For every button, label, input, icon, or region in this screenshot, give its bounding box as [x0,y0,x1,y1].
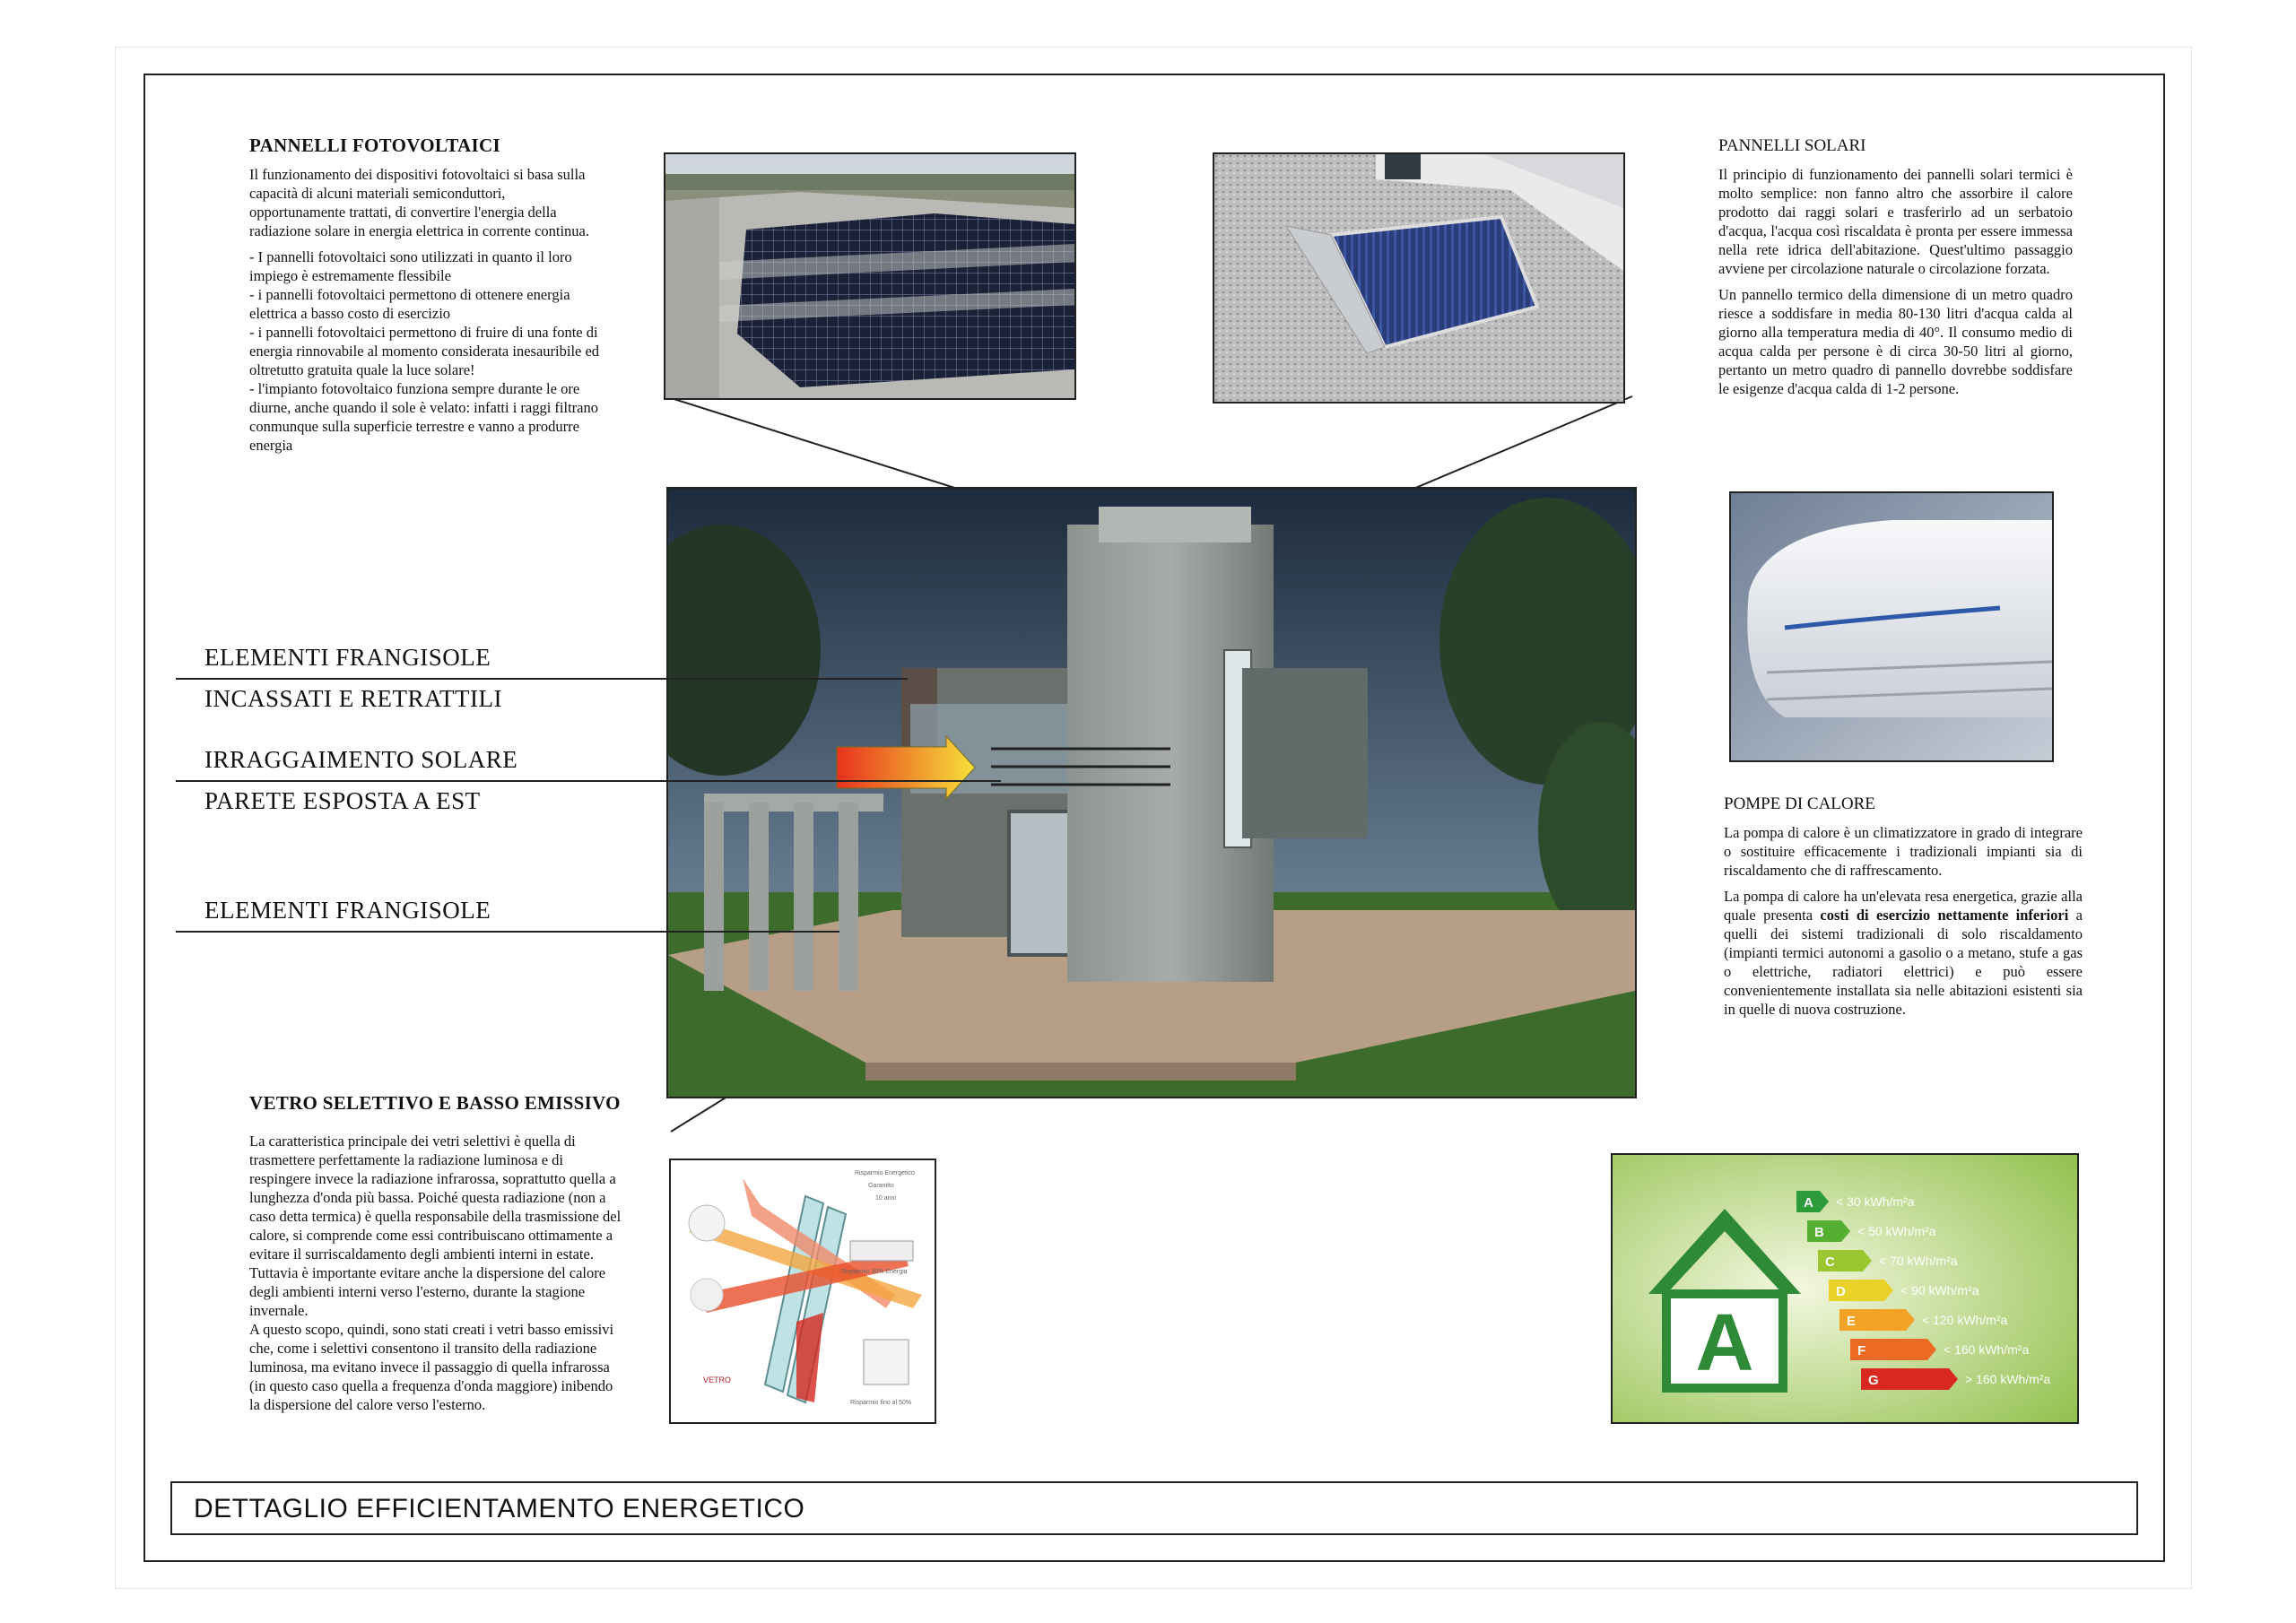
solar-para-2: Un pannello termico della dimensione di un metro quadro riesce a soddisfare in media 80-130 litri d'acqua calda al giorno alla temperatura media di 40°. Il consumo medio di acqua calda per persone è di circa 30-50 litri al giorno, pertanto un metro quadro di pannello dovrebbe soddisfare le esigenze d'acqua calda di 1-2 persone. [1718,286,2073,397]
photovoltaic-panels-photo [664,152,1076,400]
energy-class-letter: G [1868,1373,1879,1388]
energy-class-letter: A [1804,1195,1813,1211]
frangisole-leader [176,678,908,680]
glass-para-1: La caratteristica principale dei vetri selettivi è quella di trasmettere perfettamente la radiazione luminosa e di respingere invece la radiazione infrarossa, soprattutto quella a lunghezza d'onda più bassa. Poiché questa radiazione (non a caso detta termica) è quella responsabile della trasmissione del calore, si comprende come essi contribuiscano ottimamente a evitare il surriscaldamento degli ambienti interni in estate. Tuttavia è importante evitare anche la dispersione del calore degli ambienti interni verso l'esterno, durante la stagione invernale. [249,1133,622,1319]
energy-class-threshold: > 160 kWh/m²a [1965,1372,2051,1386]
house-render [666,487,1637,1098]
energy-class-letter: D [1836,1284,1846,1299]
diagram-caption-top-3: 10 anni [875,1195,896,1202]
energy-class-threshold: < 70 kWh/m²a [1879,1254,1958,1268]
pv-para-1: Il funzionamento dei dispositivi fotovoltaici si basa sulla capacità di alcuni materiali semiconduttori, opportunamente trattati, di convertire l'energia della radiazione solare in energia elettrica in corrente continua. [249,166,590,239]
label-frangisole-2: INCASSATI E RETRATTILI [204,685,502,712]
pv-para-2: - I pannelli fotovoltaici sono utilizzati in quanto il loro impiego è estremamente flessibile [249,248,572,284]
label-frangisole-3: ELEMENTI FRANGISOLE [204,897,491,924]
energy-big-letter: A [1695,1298,1754,1388]
pv-para-5: - l'impianto fotovoltaico funziona sempre durante le ore diurne, anche quando il sole è velato: infatti i raggi filtrano conmunque sulla superficie terrestre e vanno a produrre energia [249,380,598,454]
frangisole-3-leader [176,931,839,933]
energy-class-threshold: < 50 kWh/m²a [1857,1224,1936,1238]
heatpump-para-2: La pompa di calore ha un'elevata resa energetica, grazie alla quale presenta costi di esercizio nettamente inferiori a quelli dei sistemi tradizionali di solo riscaldamento (impianti termici autonomi a gasolio o a metano, stufe a gas o elettriche, radiatori elettrici) e può essere convenientemente installata sia nelle abitazioni esistenti sia in quelle di nuova costruzione. [1724,888,2083,1018]
solar-title: PANNELLI SOLARI [1718,136,1866,155]
pv-para-3: - i pannelli fotovoltaici permettono di ottenere energia elettrica a basso costo di esercizio [249,286,570,322]
low-e-glass-diagram [669,1159,936,1424]
energy-class-threshold: < 120 kWh/m²a [1922,1313,2008,1327]
energy-class-threshold: < 30 kWh/m²a [1836,1194,1915,1209]
drawing-title: DETTAGLIO EFFICIENTAMENTO ENERGETICO [194,1494,805,1523]
heatpump-title: POMPE DI CALORE [1724,794,1875,813]
diagram-logo: VETRO [703,1376,732,1384]
pv-title: PANNELLI FOTOVOLTAICI [249,135,500,156]
label-irraggiamento-1: IRRAGGAIMENTO SOLARE [204,746,518,773]
solar-para-1: Il principio di funzionamento dei pannelli solari termici è molto semplice: non fanno altro che assorbire il calore prodotto dai raggi solari e trasferirlo ad un serbatoio d'acqua, l'acqua così riscaldata è pronta per essere immessa nella rete idrica dell'abitazione. Quest'ultimo passaggio avviene per circolazione naturale o circolazione forzata. [1718,166,2073,277]
heatpump-para-1: La pompa di calore è un climatizzatore in grado di integrare o sostituire efficacemente i tradizionali impianti sia di riscaldamento che di raffrescamento. [1724,824,2083,879]
diagram-caption-top-1: Risparmio Energetico [855,1170,915,1176]
energy-class-letter: B [1814,1225,1824,1240]
pv-para-4: - i pannelli fotovoltaici permettono di fruire di una fonte di energia rinnovabile al momento considerata inesauribile ed oltretutto gratuita quale la luce solare! [249,324,600,378]
irraggiamento-leader [176,780,1001,782]
pv-text [249,165,604,455]
heatpump-highlight: costi di esercizio nettamente inferiori [1820,907,2069,924]
glass-para-2: A questo scopo, quindi, sono stati creati i vetri basso emissivi che, come i selettivi consentono il transito della radiazione luminosa, ma evitano invece il passaggio di quella infrarossa (in questo caso quella a frequenza d'onda maggiore) inibendo la dispersione del calore verso l'esterno. [249,1321,614,1413]
title-block [170,1481,2138,1535]
glass-title: VETRO SELETTIVO E BASSO EMISSIVO [249,1092,621,1114]
energy-class-threshold: < 90 kWh/m²a [1900,1283,1979,1298]
heat-pump-photo [1729,491,2054,762]
diagram-caption-top-2: Garantito [868,1183,894,1189]
diagram-caption-mid: Risparmio 30% Energia [841,1269,908,1275]
energy-class-image [1611,1153,2079,1424]
solar-text [1718,165,2073,405]
energy-class-threshold: < 160 kWh/m²a [1944,1342,2030,1357]
label-frangisole-1: ELEMENTI FRANGISOLE [204,644,491,671]
energy-class-letter: F [1857,1343,1866,1358]
glass-text [249,1132,626,1414]
label-irraggiamento-2: PARETE ESPOSTA A EST [204,787,481,814]
diagram-caption-bottom: Risparmio fino al 50% [850,1400,912,1406]
solar-thermal-panel-photo [1213,152,1625,404]
energy-class-letter: C [1825,1254,1835,1270]
energy-class-letter: E [1847,1314,1857,1329]
heatpump-text [1724,823,2083,1026]
